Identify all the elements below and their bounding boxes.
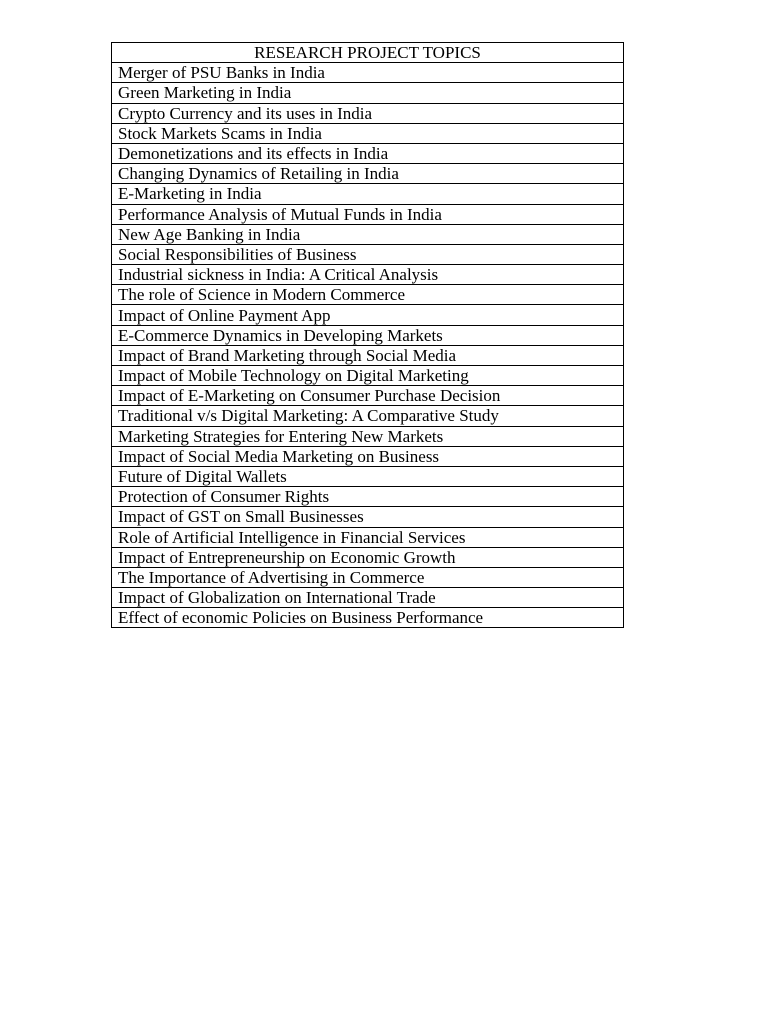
- table-row: [112, 608, 624, 628]
- table-row: [112, 487, 624, 507]
- table-row: [112, 143, 624, 163]
- topic-cell: E-Commerce Dynamics in Developing Markets: [112, 325, 624, 345]
- table-body: [112, 63, 624, 628]
- table-row: [112, 305, 624, 325]
- table-row: [112, 446, 624, 466]
- topic-cell: Marketing Strategies for Entering New Markets: [112, 426, 624, 446]
- topic-cell: The role of Science in Modern Commerce: [112, 285, 624, 305]
- topic-cell: Changing Dynamics of Retailing in India: [112, 164, 624, 184]
- table-row: [112, 164, 624, 184]
- topic-cell: Impact of Entrepreneurship on Economic Growth: [112, 547, 624, 567]
- topic-cell: The Importance of Advertising in Commerce: [112, 567, 624, 587]
- topic-cell: Social Responsibilities of Business: [112, 244, 624, 264]
- table-row: [112, 103, 624, 123]
- topic-cell: Merger of PSU Banks in India: [112, 63, 624, 83]
- topic-cell: Impact of GST on Small Businesses: [112, 507, 624, 527]
- topic-cell: Green Marketing in India: [112, 83, 624, 103]
- table-row: [112, 265, 624, 285]
- topic-cell: Effect of economic Policies on Business Performance: [112, 608, 624, 628]
- table-row: [112, 406, 624, 426]
- table-row: [112, 244, 624, 264]
- topic-cell: Impact of Mobile Technology on Digital Marketing: [112, 366, 624, 386]
- topic-cell: Impact of Brand Marketing through Social Media: [112, 345, 624, 365]
- table-row: [112, 507, 624, 527]
- table-row: [112, 204, 624, 224]
- topic-cell: Demonetizations and its effects in India: [112, 143, 624, 163]
- topic-cell: New Age Banking in India: [112, 224, 624, 244]
- table-row: [112, 184, 624, 204]
- table-row: [112, 547, 624, 567]
- topic-cell: Industrial sickness in India: A Critical Analysis: [112, 265, 624, 285]
- table-row: [112, 588, 624, 608]
- topic-cell: Impact of Online Payment App: [112, 305, 624, 325]
- topic-cell: Performance Analysis of Mutual Funds in India: [112, 204, 624, 224]
- topic-cell: Impact of E-Marketing on Consumer Purchase Decision: [112, 386, 624, 406]
- table-row: [112, 386, 624, 406]
- topic-cell: Crypto Currency and its uses in India: [112, 103, 624, 123]
- table-row: [112, 345, 624, 365]
- table-row: [112, 567, 624, 587]
- topic-cell: Impact of Social Media Marketing on Business: [112, 446, 624, 466]
- table-row: [112, 466, 624, 486]
- table-row: [112, 123, 624, 143]
- table-row: [112, 224, 624, 244]
- topic-cell: Protection of Consumer Rights: [112, 487, 624, 507]
- topic-cell: Future of Digital Wallets: [112, 466, 624, 486]
- table-row: [112, 63, 624, 83]
- topic-cell: E-Marketing in India: [112, 184, 624, 204]
- topic-cell: Impact of Globalization on International Trade: [112, 588, 624, 608]
- table-row: [112, 426, 624, 446]
- table-row: [112, 83, 624, 103]
- table-row: [112, 527, 624, 547]
- topic-cell: Traditional v/s Digital Marketing: A Comparative Study: [112, 406, 624, 426]
- table-header-row: [112, 43, 624, 63]
- table-row: [112, 285, 624, 305]
- topic-cell: Role of Artificial Intelligence in Financial Services: [112, 527, 624, 547]
- table-title: RESEARCH PROJECT TOPICS: [112, 43, 624, 63]
- table-row: [112, 366, 624, 386]
- table-header: [112, 43, 624, 63]
- table-row: [112, 325, 624, 345]
- topic-cell: Stock Markets Scams in India: [112, 123, 624, 143]
- research-topics-table: [111, 42, 624, 628]
